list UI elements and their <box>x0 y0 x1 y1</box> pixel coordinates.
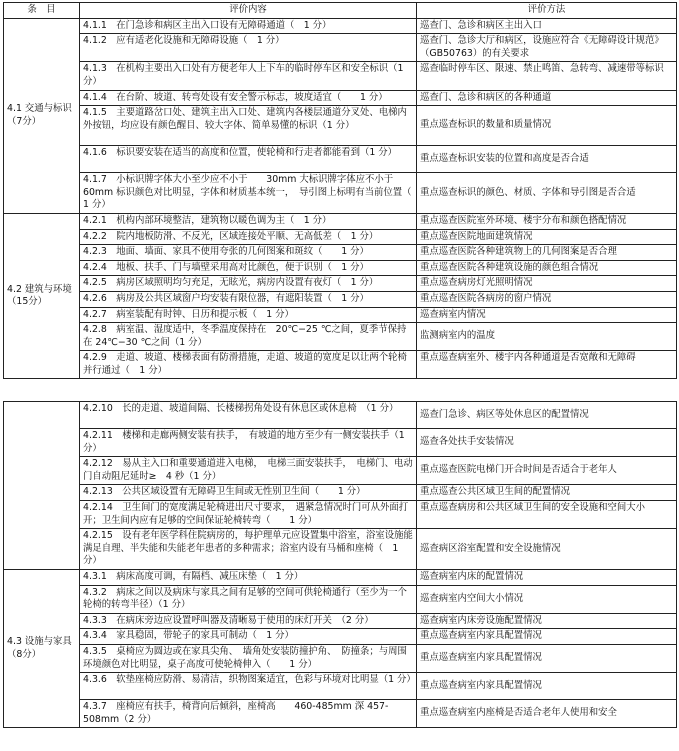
content-cell: 4.1.7 小标识牌字体大小至少应不小于 30mm 大标识牌字体应不小于 60mm 标识颜色对比明显，字体和材质基本统一， 导引图上标明有当前位置（ 1 分） <box>80 173 417 214</box>
content-cell: 4.3.4 家具稳固，带轮子的家具可制动（ 1 分） <box>80 629 417 645</box>
method-cell: 巡查门、急诊和病区的各种通道 <box>417 90 677 106</box>
table-row <box>4 429 677 457</box>
content-cell: 4.2.11 楼梯和走廊两侧安装有扶手， 有坡道的地方至少有一侧安装扶手（1 分） <box>80 429 417 457</box>
method-cell: 巡查病区浴室配置和安全设施情况 <box>417 529 677 570</box>
table-row <box>4 213 677 229</box>
header-row <box>4 3 677 19</box>
category-cell: 4.2 建筑与环境（15分） <box>4 213 80 379</box>
method-cell: 重点巡查病房和公共区域卫生间的安全设施和空间大小 <box>417 500 677 528</box>
table-row <box>4 323 677 351</box>
content-cell: 4.2.6 病房及公共区域窗户均安装有限位器，有遮阳装置（ 1 分） <box>80 291 417 307</box>
method-cell: 重点巡查标识的颜色、材质、字体和导引图是否合适 <box>417 173 677 214</box>
table-row <box>4 673 677 700</box>
method-cell: 重点巡查病室内座椅是否适合老年人使用和安全 <box>417 700 677 728</box>
method-cell: 监测病室内的温度 <box>417 323 677 351</box>
method-cell: 巡查病室内空间大小情况 <box>417 585 677 613</box>
method-cell: 巡查临时停车区、限速、禁止鸣笛、急转弯、减速带等标识 <box>417 62 677 90</box>
table-row <box>4 62 677 90</box>
content-cell: 4.3.1 病床高度可调，有隔档、减压床垫（ 1 分） <box>80 569 417 585</box>
content-cell: 4.2.3 地面、墙面、家具不使用夸张的几何图案和斑纹（ 1 分） <box>80 245 417 261</box>
table-row <box>4 229 677 245</box>
table-row <box>4 276 677 292</box>
table-row <box>4 629 677 645</box>
method-cell: 巡查病室内床旁设施配置情况 <box>417 613 677 629</box>
category-cell-continued <box>4 402 80 570</box>
content-cell: 4.2.1 机构内部环境整洁，建筑物以暖色调为主（ 1 分） <box>80 213 417 229</box>
content-cell: 4.2.13 公共区域设置有无障碍卫生间或无性别卫生间（ 1 分） <box>80 485 417 501</box>
table-row <box>4 351 677 379</box>
content-cell: 4.2.12 易从主入口和重要通道进入电梯， 电梯三面安装扶手， 电梯门、电动门自动阻尼延时≥ 4 秒（1 分） <box>80 457 417 485</box>
method-cell: 重点巡查病室内家具配置情况 <box>417 673 677 700</box>
content-cell: 4.2.10 长的走道、坡道间隔、长楼梯拐角处设有休息区或休息椅 （1 分） <box>80 402 417 429</box>
method-cell: 巡查门急诊、病区等处休息区的配置情况 <box>417 402 677 429</box>
content-cell: 4.3.5 桌椅应为圆边或在家具尖角、 墙角处安装防撞护角、 防撞条；与周围环境颜色对比明显，桌子高度可使轮椅伸入（ 1 分） <box>80 644 417 672</box>
method-cell: 重点巡查病室外、楼宇内各种通道是否宽敞和无障碍 <box>417 351 677 379</box>
content-cell: 4.1.1 在门急诊和病区主出入口设有无障碍通道（ 1 分） <box>80 18 417 34</box>
evaluation-table-part2 <box>3 401 677 728</box>
method-cell: 重点巡查医院地面建筑情况 <box>417 229 677 245</box>
content-cell: 4.1.4 在台阶、坡道、转弯处设有安全警示标志，坡度适宜（ 1 分） <box>80 90 417 106</box>
content-cell: 4.1.2 应有适老化设施和无障碍设施（ 1 分） <box>80 34 417 62</box>
table-row <box>4 644 677 672</box>
table-row <box>4 529 677 570</box>
table-row <box>4 260 677 276</box>
method-cell: 重点巡查医院室外环境、楼宇分布和颜色搭配情况 <box>417 213 677 229</box>
content-cell: 4.2.4 地板、扶手、门与墙壁采用高对比颜色，便于识别（ 1 分） <box>80 260 417 276</box>
method-cell: 巡查病室内床的配置情况 <box>417 569 677 585</box>
content-cell: 4.2.5 病房区域照明均匀充足，无眩光，病房内设置有夜灯（ 1 分） <box>80 276 417 292</box>
content-cell: 4.2.9 走道、坡道、楼梯表面有防滑措施，走道、坡道的宽度足以让两个轮椅并行通过（ 1 分） <box>80 351 417 379</box>
table-row <box>4 485 677 501</box>
category-cell: 4.3 设施与家具（8分） <box>4 569 80 727</box>
content-cell: 4.3.3 在病床旁边应设置呼叫器及清晰易于使用的床灯开关 （2 分） <box>80 613 417 629</box>
content-cell: 4.1.3 在机构主要出入口处有方便老年人上下车的临时停车区和安全标识（1 分） <box>80 62 417 90</box>
header-content: 评价内容 <box>80 3 417 19</box>
table-row <box>4 585 677 613</box>
method-cell: 重点巡查标识安装的位置和高度是否合适 <box>417 146 677 173</box>
content-cell: 4.2.14 卫生间门的宽度满足轮椅进出尺寸要求， 遇紧急情况时门可从外面打开；卫生间内应有足够的空间保证轮椅转弯（ 1 分） <box>80 500 417 528</box>
header-method: 评价方法 <box>417 3 677 19</box>
table-row <box>4 106 677 146</box>
method-cell: 重点巡查病室内家具配置情况 <box>417 644 677 672</box>
table-row <box>4 245 677 261</box>
category-cell: 4.1 交通与标识（7分） <box>4 18 80 213</box>
method-cell: 重点巡查医院电梯门开合时间是否适合于老年人 <box>417 457 677 485</box>
content-cell: 4.2.15 设有老年医学科住院病房的，每护理单元应设置集中浴室，浴室设施能满足自理、半失能和失能老年患者的多种需求；浴室内设有马桶和座椅（ 1 分） <box>80 529 417 570</box>
table-row <box>4 569 677 585</box>
method-cell: 重点巡查医院各病房的窗户情况 <box>417 291 677 307</box>
method-cell: 巡查病室内情况 <box>417 307 677 323</box>
content-cell: 4.1.6 标识要安装在适当的高度和位置，使轮椅和行走者都能看到（1 分） <box>80 146 417 173</box>
content-cell: 4.3.2 病床之间以及病床与家具之间有足够的空间可供轮椅通行（至少为一个轮椅的转弯半径）（1 分） <box>80 585 417 613</box>
method-cell: 重点巡查医院各种建筑设施的颜色组合情况 <box>417 260 677 276</box>
content-cell: 4.2.7 病室装配有时钟、日历和提示板（ 1 分） <box>80 307 417 323</box>
method-cell: 重点巡查医院各种建筑物上的几何图案是否合理 <box>417 245 677 261</box>
content-cell: 4.3.7 座椅应有扶手，椅背向后倾斜，座椅高 460-485mm 深 457-508mm（2 分） <box>80 700 417 728</box>
header-item: 条 目 <box>4 3 80 19</box>
table-row <box>4 613 677 629</box>
table-row <box>4 173 677 214</box>
method-cell: 巡查门、急诊大厅和病区，设施应符合《无障碍设计规范》（GB50763）的有关要求 <box>417 34 677 62</box>
method-cell: 巡查各处扶手安装情况 <box>417 429 677 457</box>
method-cell: 重点巡查公共区域卫生间的配置情况 <box>417 485 677 501</box>
method-cell: 重点巡查病房灯光照明情况 <box>417 276 677 292</box>
table-row <box>4 146 677 173</box>
table-row <box>4 291 677 307</box>
method-cell: 重点巡查病室内家具配置情况 <box>417 629 677 645</box>
table-row <box>4 402 677 429</box>
content-cell: 4.2.8 病室温、湿度适中，冬季温度保持在 20℃−25 ℃之间，夏季节保持在 24℃−30 ℃之间（1 分） <box>80 323 417 351</box>
table-row <box>4 34 677 62</box>
method-cell: 重点巡查标识的数量和质量情况 <box>417 106 677 146</box>
table-row <box>4 700 677 728</box>
content-cell: 4.1.5 主要道路岔口处、建筑主出入口处、建筑内各楼层通道分叉处、电梯内外按钮，均应设有颜色醒目、较大字体、简单易懂的标识（1 分） <box>80 106 417 146</box>
method-cell: 巡查门、急诊和病区主出入口 <box>417 18 677 34</box>
content-cell: 4.3.6 软垫座椅应防滑、易清洁，织物图案适宜，色彩与环境对比明显（1 分） <box>80 673 417 700</box>
table-row <box>4 307 677 323</box>
content-cell: 4.2.2 院内地板防滑、不反光，区域连接处平顺、无高低差（ 1 分） <box>80 229 417 245</box>
table-row <box>4 90 677 106</box>
evaluation-table-part1 <box>3 2 677 379</box>
table-row <box>4 500 677 528</box>
table-row <box>4 457 677 485</box>
table-row <box>4 18 677 34</box>
